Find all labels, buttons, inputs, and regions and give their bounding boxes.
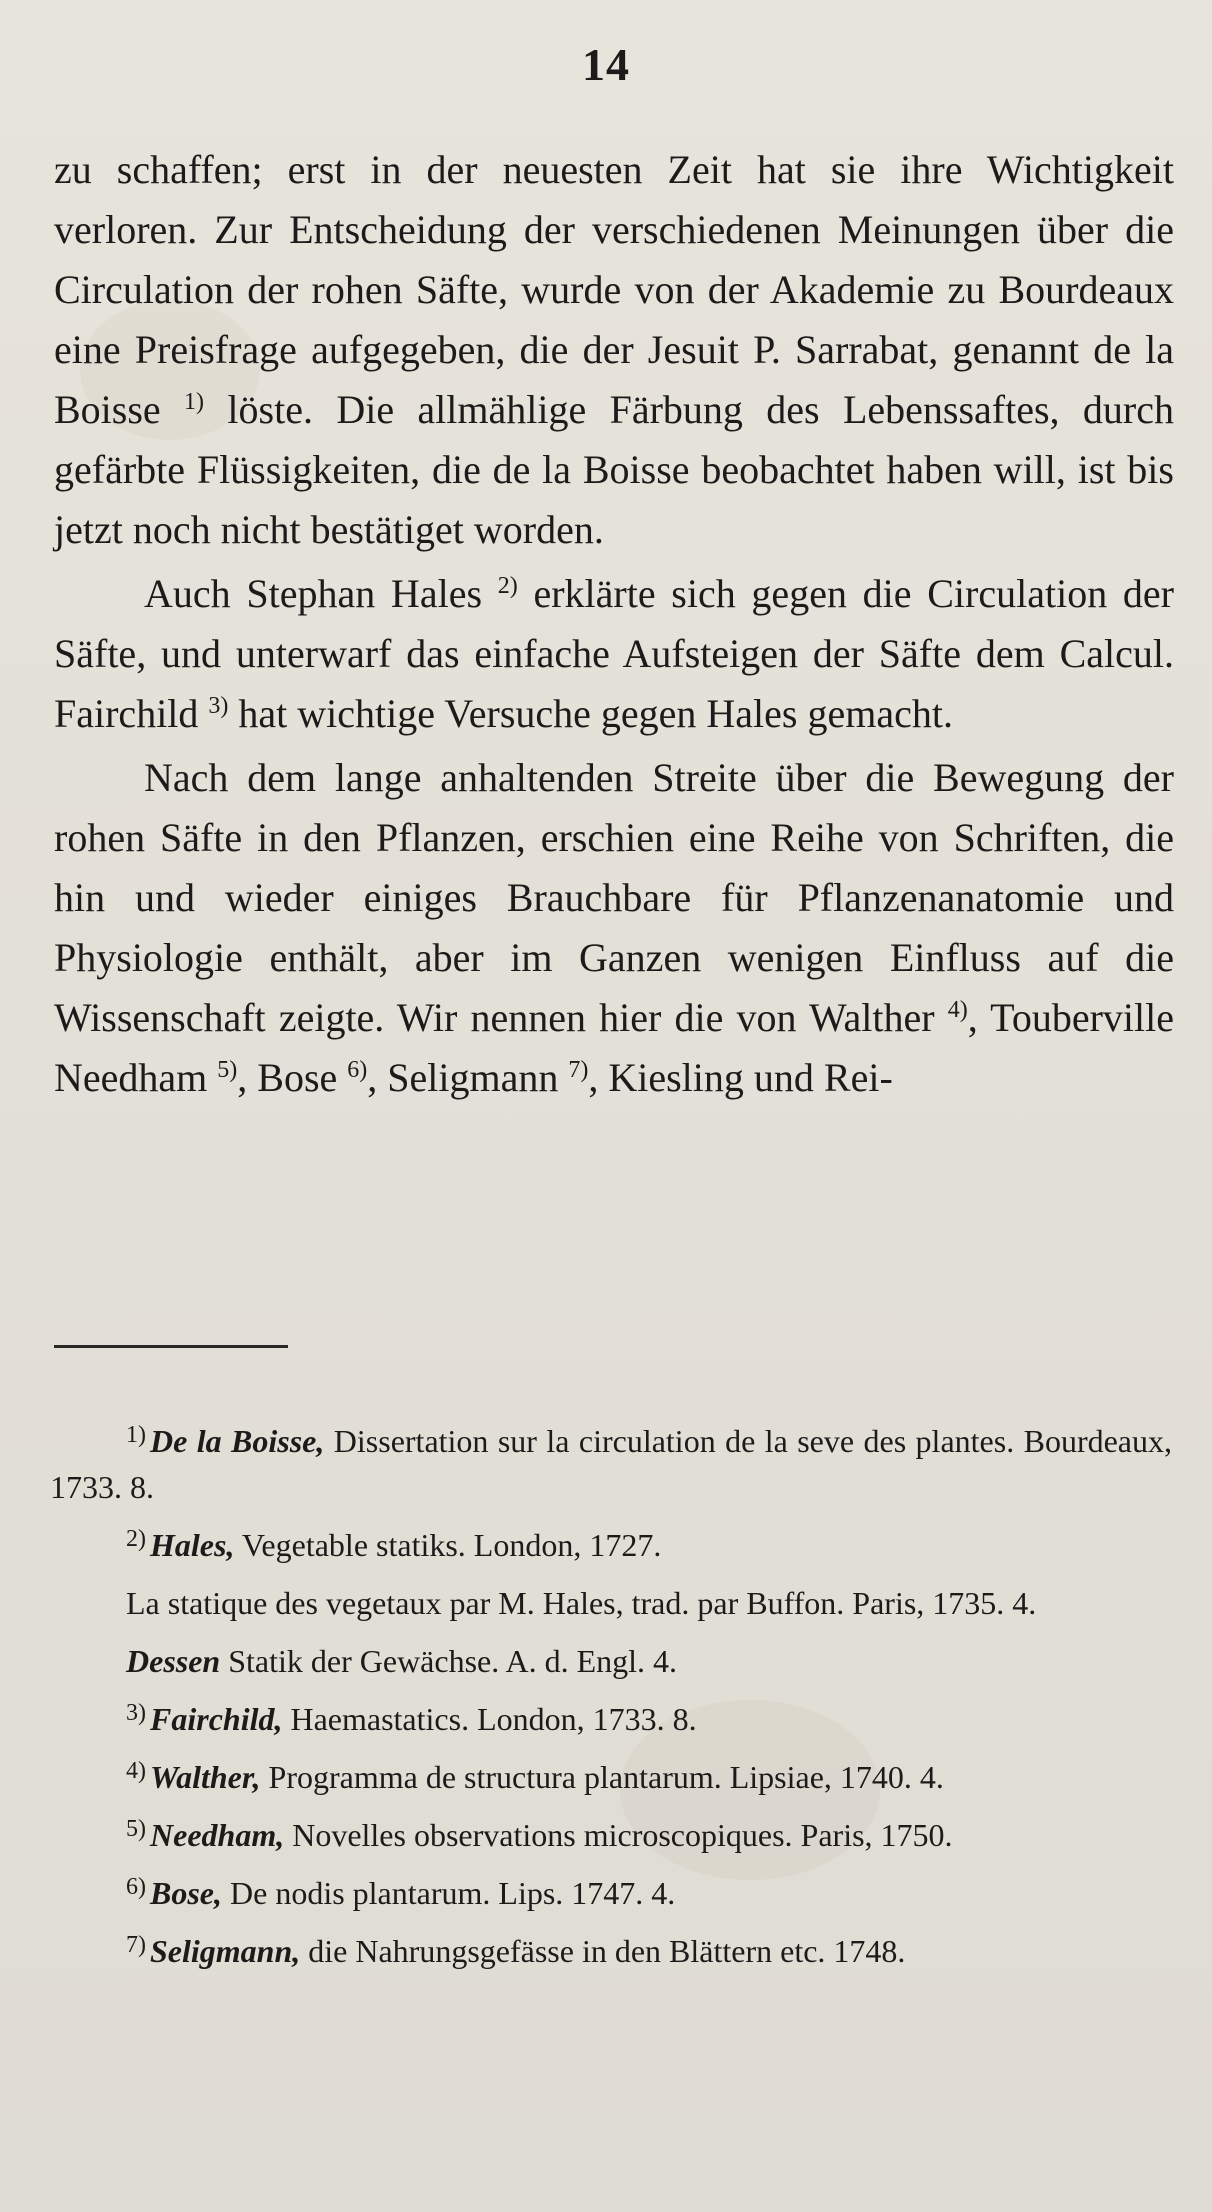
footnote-author: Hales, xyxy=(150,1527,235,1563)
footnote-text: Novelles observations microscopiques. Paris, 1750. xyxy=(284,1817,953,1853)
body-paragraph xyxy=(54,564,1174,744)
footnote-number: 3) xyxy=(126,1700,146,1726)
footnote-author: Walther, xyxy=(150,1759,261,1795)
footnote-reference: 7) xyxy=(568,1057,589,1083)
footnote-text: Vegetable statiks. London, 1727. xyxy=(234,1527,662,1563)
footnote-text: Dissertation sur la circulation de la seve des plantes. Bourdeaux, 1733. 8. xyxy=(50,1423,1173,1505)
footnote xyxy=(50,1928,1172,1974)
paragraph-text: , Kiesling und Rei- xyxy=(588,1055,893,1100)
footnote-number: 6) xyxy=(126,1874,146,1900)
footnote-reference: 1) xyxy=(184,389,205,415)
body-paragraph xyxy=(54,748,1174,1108)
paragraph-text: , Seligmann xyxy=(367,1055,569,1100)
footnote-text: Statik der Gewächse. A. d. Engl. 4. xyxy=(220,1643,678,1679)
footnote-rule xyxy=(54,1345,288,1348)
paragraph-text: löste. Die allmählige Färbung des Lebenssaftes, durch gefärbte Flüssigkeiten, die de la Boisse beobachtet haben will, ist bis jetzt noch nicht bestätiget worden. xyxy=(54,387,1174,552)
footnote-number: 5) xyxy=(126,1816,146,1842)
footnote-number: 4) xyxy=(126,1758,146,1784)
body-text xyxy=(54,140,1174,1108)
footnote-text: De nodis plantarum. Lips. 1747. 4. xyxy=(222,1875,676,1911)
footnote-author: Seligmann, xyxy=(150,1933,301,1969)
footnote-text: Haemastatics. London, 1733. 8. xyxy=(282,1701,697,1737)
footnote-author: De la Boisse, xyxy=(150,1423,325,1459)
footnote-reference: 4) xyxy=(947,997,968,1023)
footnotes xyxy=(50,1418,1172,1986)
paragraph-text: erklärte sich gegen die Circulation der Säfte, und unterwarf das einfache Aufsteigen der Säfte dem Calcul. Fairchild xyxy=(54,571,1174,736)
footnote-author: Fairchild, xyxy=(150,1701,283,1737)
footnote-reference: 5) xyxy=(217,1057,238,1083)
footnote xyxy=(50,1638,1172,1684)
paragraph-text: Nach dem lange anhaltenden Streite über die Bewegung der rohen Säfte in den Pflanzen, erschien eine Reihe von Schriften, die hin und wieder einiges Brauchbare für Pflanzenanatomie und Physiologie enthält, aber im Ganzen wenigen Einfluss auf die Wissenschaft zeigte. Wir nennen hier die von Walther xyxy=(54,755,1174,1040)
body-paragraph xyxy=(54,140,1174,560)
footnote xyxy=(50,1522,1172,1568)
footnote-number: 2) xyxy=(126,1526,146,1552)
footnote xyxy=(50,1696,1172,1742)
footnote-text: La statique des vegetaux par M. Hales, trad. par Buffon. Paris, 1735. 4. xyxy=(126,1585,1037,1621)
footnote-reference: 3) xyxy=(208,693,229,719)
paragraph-text: Auch Stephan Hales xyxy=(144,571,498,616)
footnote-text: die Nahrungsgefässe in den Blättern etc. 1748. xyxy=(300,1933,906,1969)
footnote-text: Programma de structura plantarum. Lipsiae, 1740. 4. xyxy=(260,1759,944,1795)
footnote-reference: 6) xyxy=(347,1057,368,1083)
footnote-number: 1) xyxy=(126,1422,146,1448)
paragraph-text: hat wichtige Versuche gegen Hales gemacht. xyxy=(228,691,953,736)
footnote-reference: 2) xyxy=(497,573,518,599)
paragraph-text: zu schaffen; erst in der neuesten Zeit hat sie ihre Wichtigkeit verloren. Zur Entscheidung der verschiedenen Meinungen über die Circulation der rohen Säfte, wurde von der Akademie zu Bourdeaux eine Preisfrage aufgegeben, die der Jesuit P. Sarrabat, genannt de la Boisse xyxy=(54,147,1174,432)
footnote xyxy=(50,1580,1172,1626)
footnote xyxy=(50,1418,1172,1510)
page-number: 14 xyxy=(582,39,630,90)
footnote xyxy=(50,1754,1172,1800)
paragraph-text: , Touberville Needham xyxy=(54,995,1174,1100)
footnote xyxy=(50,1870,1172,1916)
paragraph-text: , Bose xyxy=(237,1055,348,1100)
footnote xyxy=(50,1812,1172,1858)
footnote-author: Bose, xyxy=(150,1875,222,1911)
footnote-author: Dessen xyxy=(126,1643,221,1679)
footnote-author: Needham, xyxy=(150,1817,285,1853)
footnote-number: 7) xyxy=(126,1932,146,1958)
